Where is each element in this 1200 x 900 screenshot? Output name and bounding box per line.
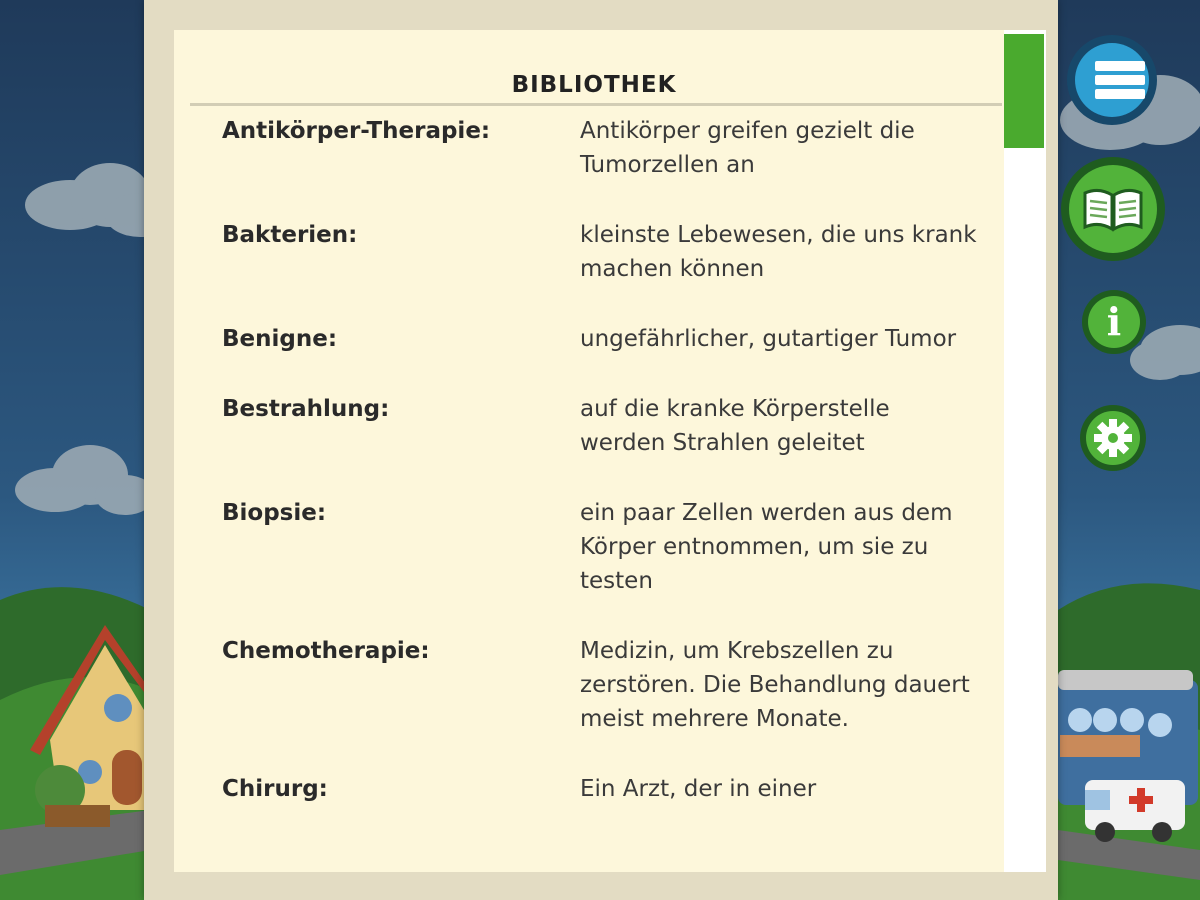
glossary-definition: ungefährlicher, gutartiger Tumor bbox=[580, 326, 957, 352]
title-divider bbox=[190, 103, 1002, 106]
glossary-definition: ein paar Zellen werden aus dem Körper entnommen, um sie zu testen bbox=[580, 500, 953, 594]
glossary-entry bbox=[222, 322, 982, 356]
info-button[interactable] bbox=[1082, 290, 1146, 354]
glossary-entry bbox=[222, 114, 982, 182]
glossary-definition: auf die kranke Körperstelle werden Strahlen geleitet bbox=[580, 396, 890, 456]
glossary-definition: kleinste Lebewesen, die uns krank machen können bbox=[580, 222, 977, 282]
open-book-icon bbox=[1069, 165, 1157, 253]
menu-bar bbox=[1095, 89, 1145, 99]
menu-bar bbox=[1095, 61, 1145, 71]
glossary-list bbox=[222, 114, 982, 842]
glossary-term: Benigne: bbox=[222, 326, 338, 352]
glossary-term: Bestrahlung: bbox=[222, 396, 390, 422]
glossary-term: Chirurg: bbox=[222, 776, 328, 802]
glossary-entry bbox=[222, 392, 982, 460]
glossary-entry bbox=[222, 772, 982, 806]
glossary-term: Antikörper-Therapie: bbox=[222, 118, 491, 144]
menu-bar bbox=[1095, 75, 1145, 85]
gear-icon bbox=[1086, 411, 1140, 465]
glossary-definition: Ein Arzt, der in einer bbox=[580, 776, 817, 802]
glossary-entry bbox=[222, 634, 982, 736]
glossary-term: Chemotherapie: bbox=[222, 638, 430, 664]
settings-button-face bbox=[1086, 411, 1140, 465]
info-icon: i bbox=[1088, 296, 1140, 348]
menu-button[interactable] bbox=[1067, 35, 1157, 125]
glossary-definition: Medizin, um Krebszellen zu zerstören. Die Behandlung dauert meist mehrere Monate. bbox=[580, 638, 970, 732]
library-button-face bbox=[1069, 165, 1157, 253]
scrollbar-thumb[interactable] bbox=[1004, 34, 1044, 148]
glossary-definition: Antikörper greifen gezielt die Tumorzellen an bbox=[580, 118, 915, 178]
glossary-term: Bakterien: bbox=[222, 222, 358, 248]
panel-title: BIBLIOTHEK bbox=[511, 72, 677, 98]
library-button[interactable] bbox=[1061, 157, 1165, 261]
settings-button[interactable] bbox=[1080, 405, 1146, 471]
scrollbar-track[interactable] bbox=[1004, 30, 1046, 872]
glossary-term: Biopsie: bbox=[222, 500, 327, 526]
glossary-entry bbox=[222, 496, 982, 598]
hamburger-menu-icon bbox=[1075, 43, 1149, 117]
glossary-entry bbox=[222, 218, 982, 286]
library-panel bbox=[174, 30, 1046, 872]
